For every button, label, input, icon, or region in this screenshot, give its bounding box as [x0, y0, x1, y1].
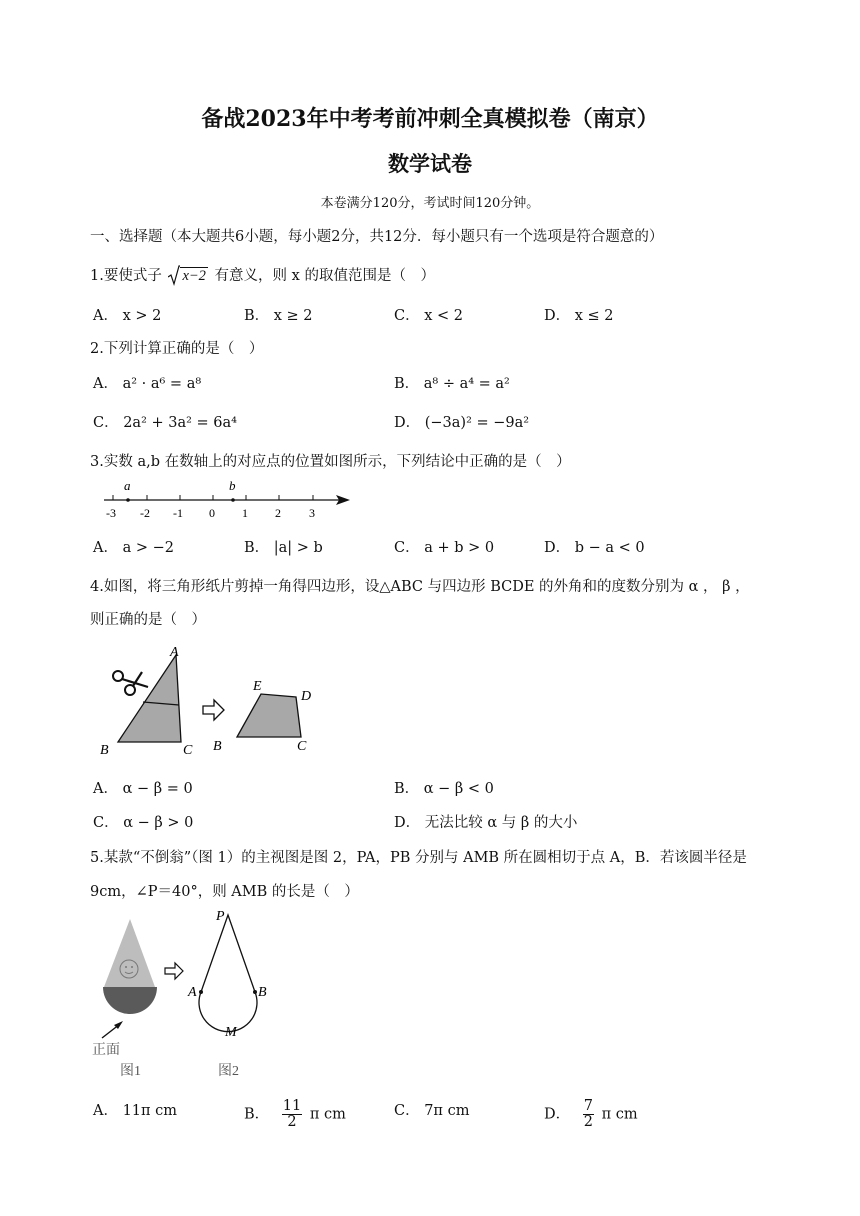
- point-b-dot: [253, 990, 257, 994]
- label-m: M: [225, 1025, 237, 1040]
- fraction-tail: π cm: [601, 1106, 638, 1123]
- point-a-dot: [199, 990, 203, 994]
- triangle-abc: [118, 655, 181, 742]
- q5-option-b[interactable]: [244, 1099, 346, 1130]
- tumbler-cone: [104, 919, 155, 987]
- q2-option-a[interactable]: A． a² · a⁶ = a⁸: [93, 376, 202, 392]
- tick-label: 2: [275, 506, 281, 520]
- q1-option-a[interactable]: A． x > 2: [93, 308, 162, 324]
- quadrilateral-bcde: [237, 694, 301, 737]
- q5-option-d-letter: D．: [544, 1106, 571, 1123]
- tick-label: 1: [242, 506, 248, 520]
- fraction: [583, 1099, 594, 1130]
- label-p: P: [216, 909, 225, 924]
- fig1-caption: 图1: [120, 1064, 141, 1079]
- question-1-stem-post: 有意义，则 x 的取值范围是（ ）: [214, 268, 435, 284]
- point-b-dot: [231, 498, 235, 502]
- number-line-figure: [96, 476, 356, 522]
- label-b: B: [258, 985, 267, 1000]
- question-3: 3.实数 a,b 在数轴上的对应点的位置如图所示，下列结论中正确的是（ ）: [90, 454, 571, 470]
- q3-option-c[interactable]: C． a + b > 0: [394, 540, 495, 556]
- q4-option-d[interactable]: D． 无法比较 α 与 β 的大小: [394, 815, 578, 831]
- point-a-dot: [126, 498, 130, 502]
- sqrt-radicand: x−2: [182, 268, 206, 284]
- tumbler-figure: [80, 905, 300, 1083]
- triangle-cut-figure: [96, 642, 336, 760]
- label-c2: C: [297, 739, 307, 754]
- fraction-tail: π cm: [309, 1106, 346, 1123]
- label-b: B: [100, 743, 109, 758]
- scissors-icon: [113, 671, 148, 695]
- q3-option-b[interactable]: B． |a| > b: [244, 540, 323, 556]
- q4-option-c[interactable]: C． α − β > 0: [93, 815, 194, 831]
- question-1-stem-pre: 1.要使式子: [90, 268, 162, 284]
- label-a: A: [170, 645, 179, 660]
- tick-label: -1: [173, 506, 183, 520]
- fraction-denominator: 2: [583, 1114, 593, 1130]
- q2-option-c[interactable]: C． 2a² + 3a² = 6a⁴: [93, 415, 237, 431]
- point-b-label: b: [229, 478, 236, 493]
- tick-label: 0: [209, 506, 215, 520]
- label-a: A: [188, 985, 197, 1000]
- fraction-denominator: 2: [287, 1114, 297, 1130]
- tumbler-outline: [199, 915, 257, 1032]
- hollow-arrow-icon: [165, 963, 183, 979]
- label-e: E: [253, 679, 262, 694]
- section-heading: 一、选择题（本大题共6小题，每小题2分，共12分．每小题只有一个选项是符合题意的）: [90, 229, 664, 245]
- label-c: C: [183, 743, 193, 758]
- tumbler-base: [103, 987, 157, 1014]
- question-4-line1: 4.如图，将三角形纸片剪掉一角得四边形，设△ABC 与四边形 BCDE 的外角和的度数分别为 α ， β ，: [90, 579, 750, 595]
- fig2-caption: 图2: [218, 1064, 239, 1079]
- question-2: 2.下列计算正确的是（ ）: [90, 341, 264, 357]
- q3-option-a[interactable]: A． a > −2: [93, 540, 174, 556]
- question-4-line2: 则正确的是（ ）: [90, 612, 206, 628]
- tick-label: 3: [309, 506, 315, 520]
- label-d: D: [301, 689, 312, 704]
- q3-option-d[interactable]: D． b − a < 0: [544, 540, 645, 556]
- tick-label: -3: [106, 506, 116, 520]
- exam-note: 本卷满分120分，考试时间120分钟。: [320, 196, 540, 211]
- sqrt-expression: [168, 268, 207, 285]
- q1-option-d[interactable]: D． x ≤ 2: [544, 308, 614, 324]
- q5-option-b-letter: B．: [244, 1106, 270, 1123]
- front-label: 正面: [92, 1043, 120, 1058]
- q4-option-a[interactable]: A． α − β = 0: [93, 781, 193, 797]
- q5-option-c[interactable]: C． 7π cm: [394, 1103, 470, 1119]
- label-b2: B: [213, 739, 222, 754]
- q5-option-d[interactable]: [544, 1099, 638, 1130]
- q2-option-b[interactable]: B． a⁸ ÷ a⁴ = a²: [394, 376, 510, 392]
- sqrt-sign-icon: [168, 265, 180, 287]
- question-1: [90, 264, 435, 285]
- q5-option-a[interactable]: A． 11π cm: [93, 1103, 178, 1119]
- point-a-label: a: [124, 478, 131, 493]
- fraction-numerator: 7: [583, 1098, 593, 1114]
- fraction-numerator: 11: [282, 1098, 302, 1114]
- question-5-line2: 9cm，∠P＝40°，则 AMB 的长是（ ）: [90, 884, 359, 900]
- q1-option-c[interactable]: C． x < 2: [394, 308, 463, 324]
- q2-option-d[interactable]: D． (−3a)² = −9a²: [394, 415, 530, 431]
- q4-option-b[interactable]: B． α − β < 0: [394, 781, 494, 797]
- tick-label: -2: [140, 506, 150, 520]
- axis-ticks: [113, 495, 313, 500]
- q1-option-b[interactable]: B． x ≥ 2: [244, 308, 313, 324]
- exam-title: 备战2023年中考考前冲刺全真模拟卷（南京）: [201, 106, 659, 132]
- exam-subtitle: 数学试卷: [388, 151, 472, 176]
- hollow-arrow-icon: [203, 700, 224, 720]
- question-5-line1: 5.某款“不倒翁”（图 1）的主视图是图 2，PA，PB 分别与 AMB 所在圆相切于点 A，B．若该圆半径是: [90, 850, 747, 866]
- fraction: [282, 1099, 302, 1130]
